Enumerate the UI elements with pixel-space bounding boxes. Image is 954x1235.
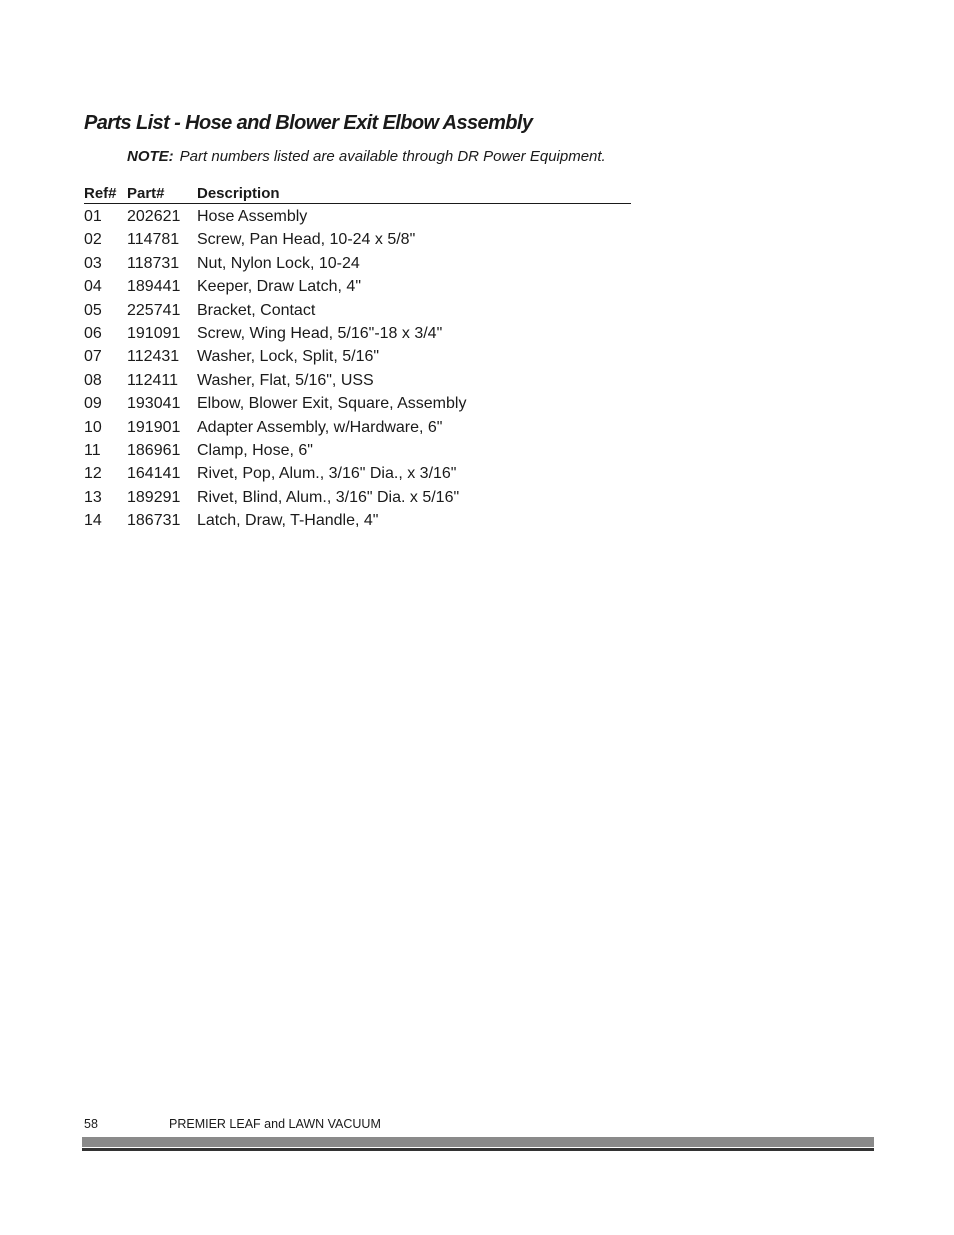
cell-description: Washer, Flat, 5/16", USS <box>197 371 374 389</box>
cell-part: 114781 <box>127 231 180 249</box>
cell-description: Rivet, Pop, Alum., 3/16" Dia., x 3/16" <box>197 465 457 483</box>
table-row <box>84 322 631 345</box>
note-text: Part numbers listed are available through DR Power Equipment. <box>179 148 606 165</box>
cell-description: Keeper, Draw Latch, 4" <box>197 278 361 296</box>
cell-part: 202621 <box>127 208 181 225</box>
table-row <box>84 345 631 368</box>
cell-part: 225741 <box>127 301 181 319</box>
page-title: Parts List - Hose and Blower Exit Elbow Assembly <box>84 112 533 134</box>
cell-part: 193041 <box>127 395 181 413</box>
footer-title: PREMIER LEAF and LAWN VACUUM <box>169 1117 381 1131</box>
header-ref: Ref# <box>84 185 117 202</box>
cell-part: 186961 <box>127 441 181 459</box>
table-row <box>84 392 631 415</box>
table-row <box>84 416 631 439</box>
note <box>127 148 606 165</box>
cell-part: 191901 <box>127 418 181 436</box>
cell-ref: 13 <box>84 488 102 506</box>
cell-description: Elbow, Blower Exit, Square, Assembly <box>197 395 467 413</box>
cell-ref: 03 <box>84 254 102 272</box>
table-header <box>84 184 631 204</box>
cell-description: Hose Assembly <box>197 208 308 225</box>
cell-ref: 12 <box>84 465 102 483</box>
cell-ref: 10 <box>84 418 102 436</box>
cell-part: 118731 <box>127 254 180 272</box>
table-row <box>84 275 631 298</box>
cell-ref: 02 <box>84 231 102 249</box>
cell-part: 189291 <box>127 488 181 506</box>
cell-part: 164141 <box>127 465 181 483</box>
table-row <box>84 228 631 251</box>
table-row <box>84 369 631 392</box>
table-row <box>84 205 631 228</box>
cell-description: Rivet, Blind, Alum., 3/16" Dia. x 5/16" <box>197 488 460 506</box>
cell-part: 191091 <box>127 324 181 342</box>
cell-part: 186731 <box>127 512 181 530</box>
header-description: Description <box>197 185 280 202</box>
cell-ref: 05 <box>84 301 102 319</box>
footer-rule-dark <box>82 1148 874 1151</box>
cell-ref: 08 <box>84 371 102 389</box>
table-row <box>84 252 631 275</box>
table-row <box>84 439 631 462</box>
footer-rule <box>82 1137 874 1151</box>
cell-description: Screw, Wing Head, 5/16"-18 x 3/4" <box>197 324 443 342</box>
table-body <box>84 204 631 532</box>
table-row <box>84 462 631 485</box>
page-number: 58 <box>84 1117 98 1131</box>
cell-ref: 14 <box>84 512 102 530</box>
cell-ref: 11 <box>84 441 101 459</box>
cell-part: 189441 <box>127 278 181 296</box>
cell-ref: 01 <box>84 208 102 225</box>
table-row <box>84 509 631 532</box>
cell-part: 112411 <box>127 371 179 389</box>
cell-description: Screw, Pan Head, 10-24 x 5/8" <box>197 231 416 249</box>
cell-ref: 04 <box>84 278 102 296</box>
cell-description: Latch, Draw, T-Handle, 4" <box>197 512 379 530</box>
cell-description: Nut, Nylon Lock, 10-24 <box>197 254 360 272</box>
cell-description: Adapter Assembly, w/Hardware, 6" <box>197 418 443 436</box>
cell-ref: 09 <box>84 395 102 413</box>
cell-description: Bracket, Contact <box>197 301 316 319</box>
cell-ref: 06 <box>84 324 102 342</box>
parts-table <box>84 184 631 532</box>
footer-rule-light <box>82 1137 874 1147</box>
cell-ref: 07 <box>84 348 102 366</box>
table-row <box>84 486 631 509</box>
table-row <box>84 299 631 322</box>
header-part: Part# <box>127 185 165 202</box>
cell-description: Washer, Lock, Split, 5/16" <box>197 348 380 366</box>
cell-part: 112431 <box>127 348 180 366</box>
note-label: NOTE: <box>127 148 174 165</box>
cell-description: Clamp, Hose, 6" <box>197 441 313 459</box>
